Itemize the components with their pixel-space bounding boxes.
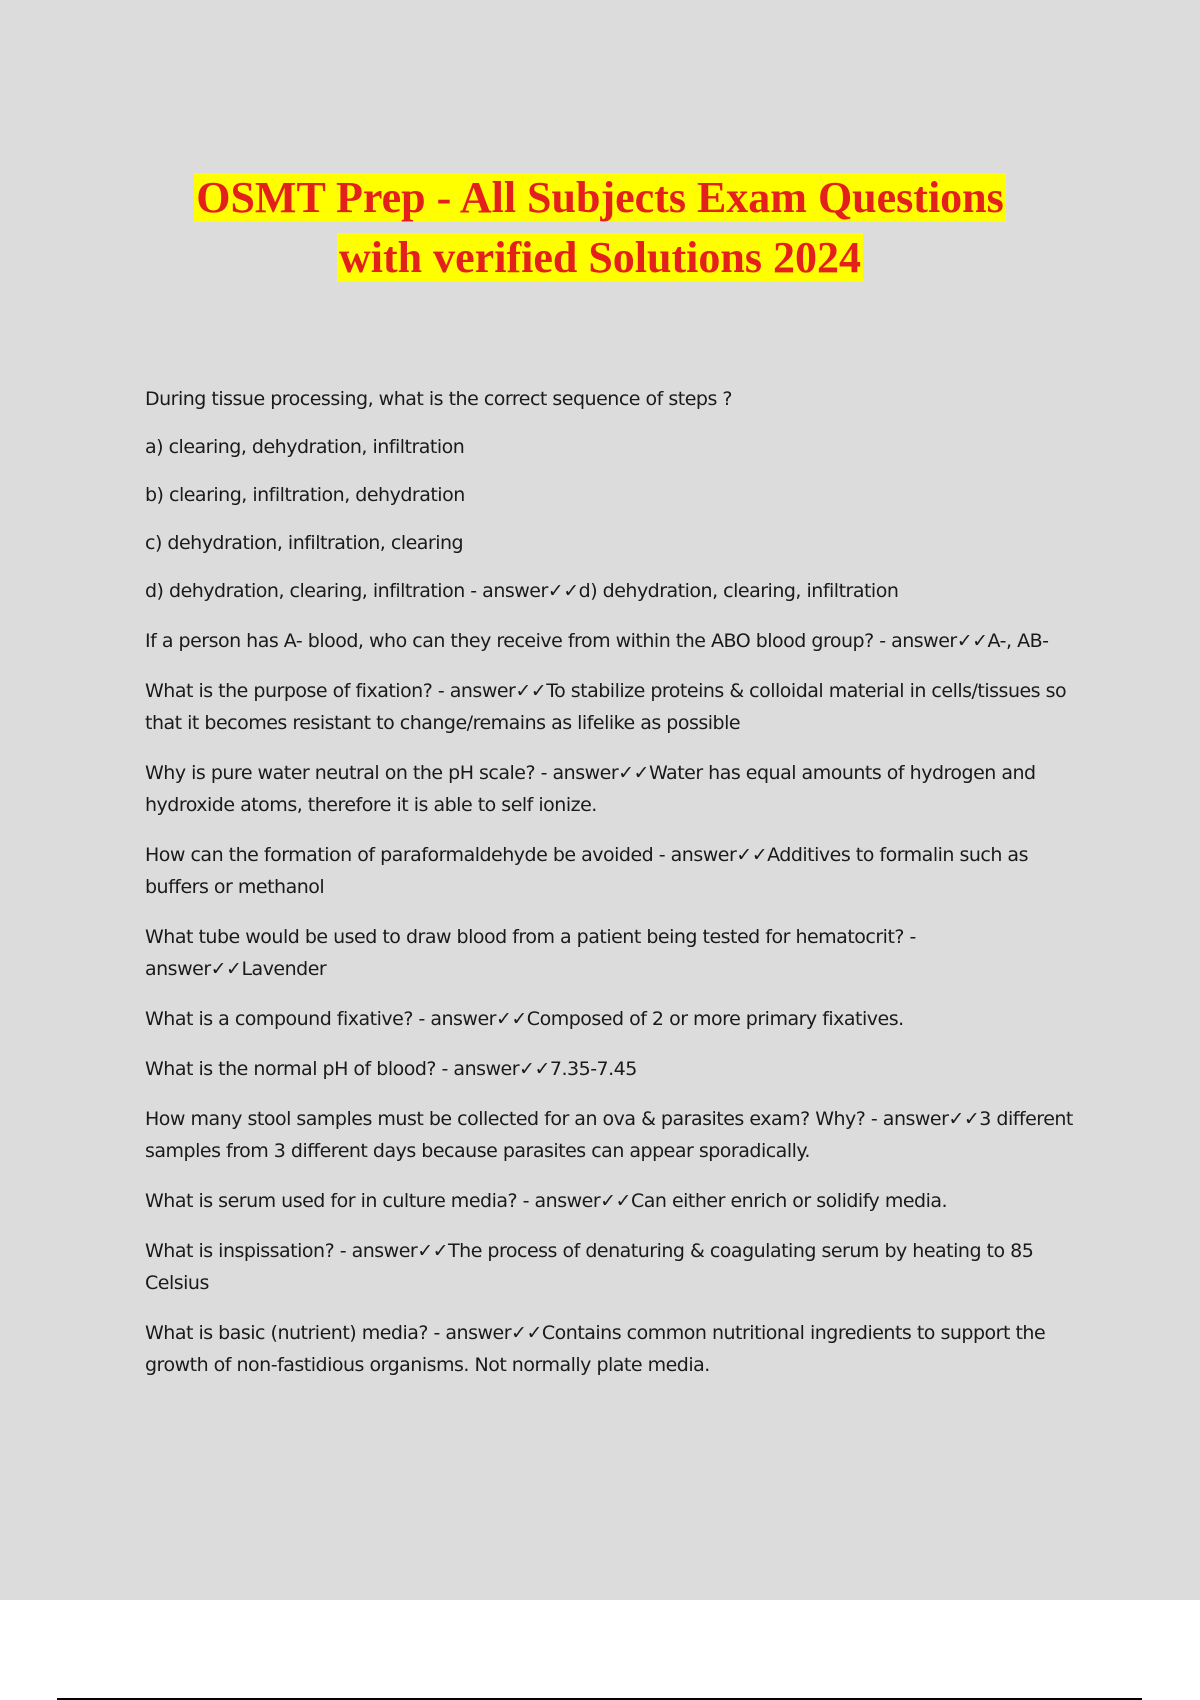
qa-item: What tube would be used to draw blood from a patient being tested for hematocrit? - answer✓✓Lavender <box>145 926 916 980</box>
option-c: c) dehydration, infiltration, clearing <box>145 532 464 554</box>
qa-item: What is basic (nutrient) media? - answer✓✓Contains common nutritional ingredients to support the growth of non-fastidious organisms. Not normally plate media. <box>145 1322 1046 1376</box>
option-b: b) clearing, infiltration, dehydration <box>145 484 465 506</box>
qa-item: If a person has A- blood, who can they receive from within the ABO blood group? - answer✓✓A-, AB- <box>145 630 1049 652</box>
title-line-1: OSMT Prep - All Subjects Exam Questions <box>196 173 1004 222</box>
questions-body <box>145 383 1090 1399</box>
qa-item: What is the purpose of fixation? - answer✓✓To stabilize proteins & colloidal material in cells/tissues so that it becomes resistant to change/remains as lifelike as possible <box>145 680 1067 734</box>
option-d-answer: d) dehydration, clearing, infiltration - answer✓✓d) dehydration, clearing, infiltration <box>145 580 899 602</box>
qa-item: What is inspissation? - answer✓✓The process of denaturing & coagulating serum by heating to 85 Celsius <box>145 1240 1034 1294</box>
question-stem: During tissue processing, what is the correct sequence of steps ? <box>145 388 732 410</box>
option-a: a) clearing, dehydration, infiltration <box>145 436 465 458</box>
qa-item: How can the formation of paraformaldehyde be avoided - answer✓✓Additives to formalin such as buffers or methanol <box>145 844 1028 898</box>
qa-item: How many stool samples must be collected for an ova & parasites exam? Why? - answer✓✓3 different samples from 3 different days because parasites can appear sporadically. <box>145 1108 1073 1162</box>
qa-item: What is serum used for in culture media? - answer✓✓Can either enrich or solidify media. <box>145 1190 948 1212</box>
qa-item: Why is pure water neutral on the pH scale? - answer✓✓Water has equal amounts of hydrogen and hydroxide atoms, therefore it is able to self ionize. <box>145 762 1036 816</box>
title-line-2: with verified Solutions 2024 <box>339 233 861 282</box>
qa-item: What is a compound fixative? - answer✓✓Composed of 2 or more primary fixatives. <box>145 1008 904 1030</box>
document-title <box>0 168 1200 288</box>
qa-item: What is the normal pH of blood? - answer✓✓7.35-7.45 <box>145 1058 637 1080</box>
